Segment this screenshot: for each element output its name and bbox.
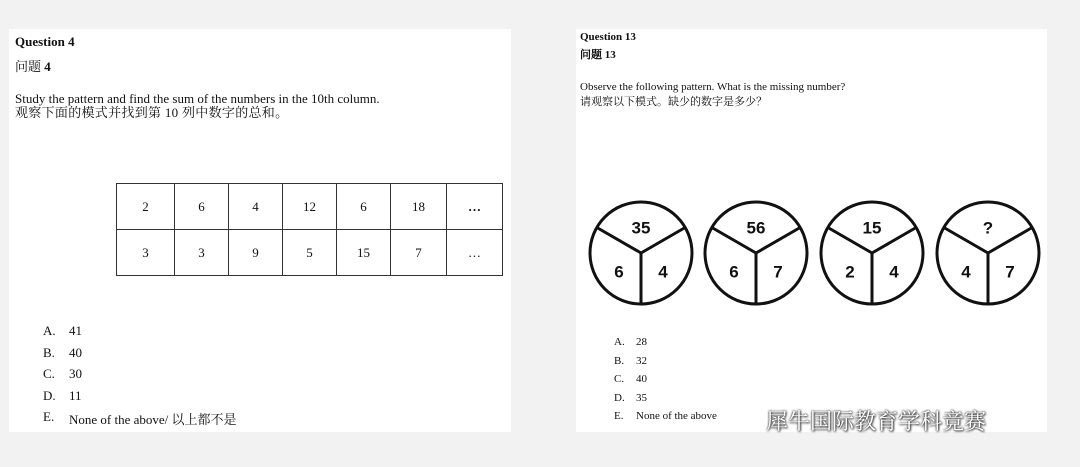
question-4-panel: [9, 29, 511, 432]
question-title: Question 13: [580, 31, 636, 43]
question-subtitle-number: 4: [44, 59, 51, 74]
option-b[interactable]: B. 40: [43, 344, 82, 360]
circle-left-number: 6: [729, 262, 739, 282]
table-cell: …: [447, 230, 503, 276]
circle-right-number: 7: [1005, 262, 1015, 282]
table-cell: 5: [283, 230, 337, 276]
answer-options: [43, 323, 237, 431]
watermark-text: 犀牛国际教育学科竞赛: [766, 409, 987, 435]
option-e[interactable]: E. None of the above/ 以上都不是: [43, 409, 237, 427]
answer-options: [614, 336, 717, 429]
table-cell: 4: [229, 184, 283, 230]
option-c[interactable]: C. 40: [614, 373, 647, 385]
circle-top-number: 35: [631, 218, 651, 238]
watermark: [722, 402, 986, 438]
circle-right-number: 4: [658, 262, 668, 282]
table-cell: 6: [175, 184, 229, 230]
circle-left-number: 4: [961, 262, 971, 282]
table-cell: 6: [337, 184, 391, 230]
table-cell: 3: [175, 230, 229, 276]
question-text-en: Observe the following pattern. What is the missing number?: [580, 81, 846, 93]
question-title: Question 4: [15, 34, 75, 49]
circle-right-number: 4: [889, 262, 899, 282]
pattern-table: [116, 183, 503, 276]
question-13-panel: [576, 29, 1047, 432]
circle-top-number: 15: [862, 218, 882, 238]
option-a[interactable]: A. 41: [43, 323, 82, 338]
circle-left-number: 2: [845, 262, 855, 282]
table-cell: 2: [117, 184, 175, 230]
pattern-circle: [821, 202, 923, 304]
option-e[interactable]: E. None of the above: [614, 410, 717, 422]
circle-pattern-figure: [584, 199, 1044, 309]
pattern-circle: [590, 202, 692, 304]
pattern-circle: [937, 202, 1039, 304]
question-text-en: Study the pattern and find the sum of the numbers in the 10th column.: [15, 91, 380, 106]
circle-right-number: 7: [773, 262, 783, 282]
option-b[interactable]: B. 32: [614, 354, 647, 367]
table-row: [117, 184, 503, 230]
question-text-cn: 观察下面的模式并找到第 10 列中数字的总和。: [15, 105, 289, 120]
table-cell: 12: [283, 184, 337, 230]
circle-top-number: 56: [746, 218, 766, 238]
table-cell: 15: [337, 230, 391, 276]
table-cell: 9: [229, 230, 283, 276]
circle-left-number: 6: [614, 262, 624, 282]
pattern-circle: [705, 202, 807, 304]
circle-top-number: ?: [982, 218, 994, 238]
table-cell: 3: [117, 230, 175, 276]
option-d[interactable]: D. 11: [43, 387, 82, 403]
table-cell: 18: [391, 184, 447, 230]
table-cell: …: [447, 184, 503, 230]
wechat-icon: [722, 407, 760, 433]
table-cell: 7: [391, 230, 447, 276]
question-subtitle: [15, 56, 51, 75]
option-c[interactable]: C. 30: [43, 366, 82, 381]
question-subtitle: 问题 13: [580, 49, 616, 61]
option-d[interactable]: D. 35: [614, 391, 647, 404]
table-row: [117, 230, 503, 276]
question-subtitle-cn: 问题: [15, 59, 42, 74]
question-text-cn: 请观察以下模式。缺少的数字是多少？: [580, 96, 767, 108]
option-a[interactable]: A. 28: [614, 336, 647, 348]
